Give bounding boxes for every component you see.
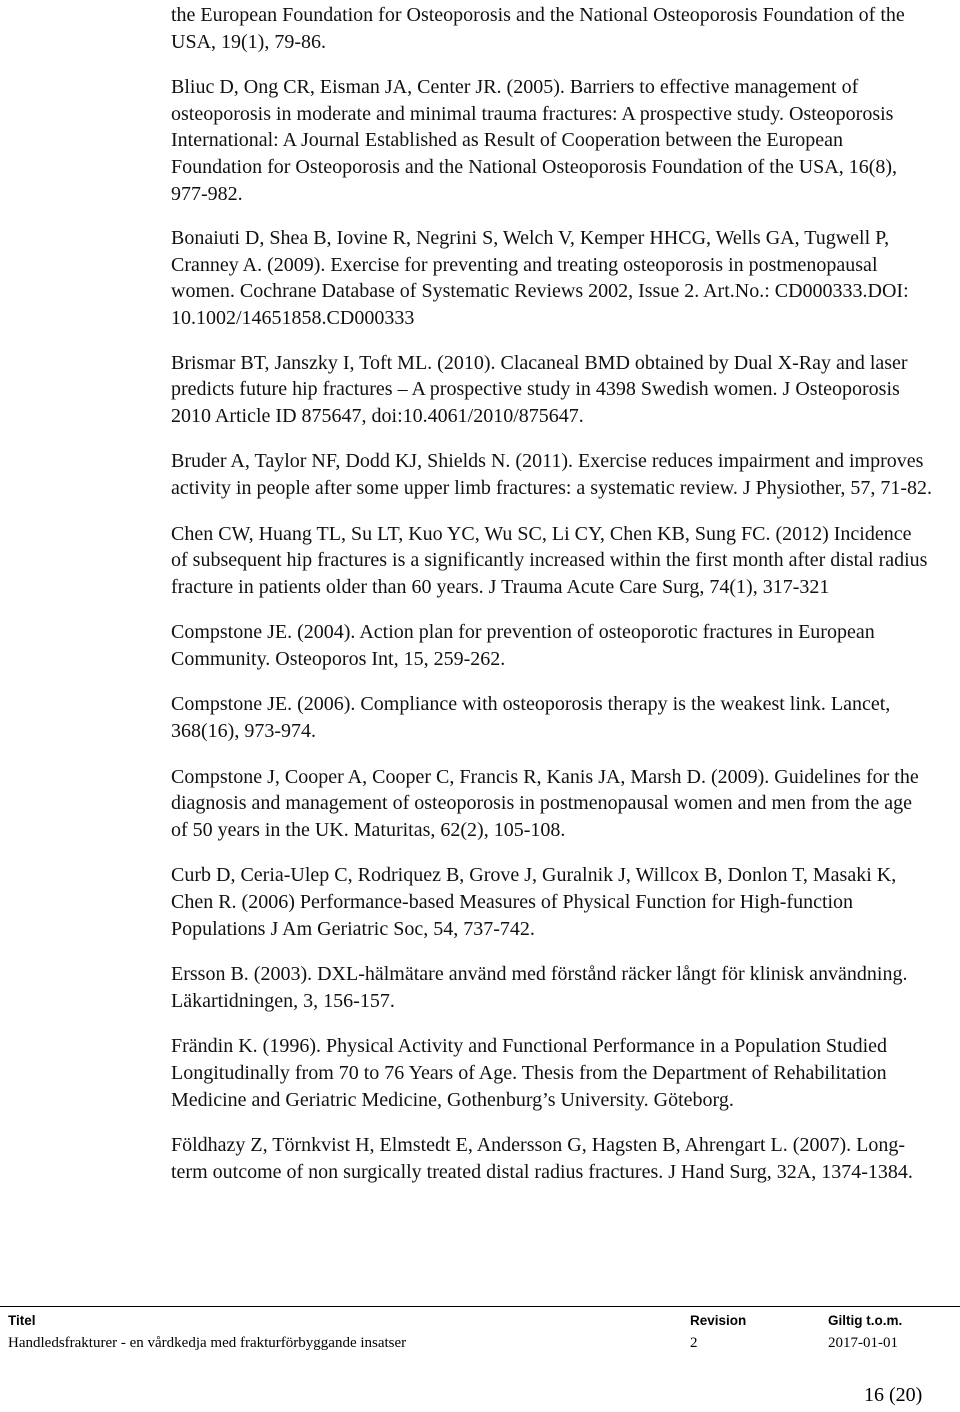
reference-item: Compstone J, Cooper A, Cooper C, Francis R, Kanis JA, Marsh D. (2009). Guidelines for the diagnosis and management of osteoporosis in postmenopausal women and men from the age of 50 years in the UK. Maturitas, 62(2), 105-108. bbox=[171, 765, 919, 841]
page-number: 16 (20) bbox=[864, 1384, 923, 1406]
reference-item: Compstone JE. (2004). Action plan for prevention of osteoporotic fractures in European Community. Osteoporos Int, 15, 259-262. bbox=[171, 621, 875, 670]
footer-valid-value: 2017-01-01 bbox=[828, 1335, 898, 1351]
reference-item: Bruder A, Taylor NF, Dodd KJ, Shields N. (2011). Exercise reduces impairment and improves activity in people after some upper limb fractures: a systematic review. J Physiother, 57, 71-82. bbox=[171, 450, 933, 499]
reference-item: Chen CW, Huang TL, Su LT, Kuo YC, Wu SC, Li CY, Chen KB, Sung FC. (2012) Incidence of subsequent hip fractures is a significantly increased within the first month after distal radius fracture in patients older than 60 years. J Trauma Acute Care Surg, 74(1), 317-321 bbox=[171, 522, 928, 598]
footer-revision-value: 2 bbox=[690, 1335, 698, 1351]
reference-item: Curb D, Ceria-Ulep C, Rodriquez B, Grove J, Guralnik J, Willcox B, Donlon T, Masaki K, Chen R. (2006) Performance-based Measures of Physical Function for High-function Populations J Am Geriatric Soc, 54, 737-742. bbox=[171, 864, 897, 940]
footer-title-value: Handledsfrakturer - en vårdkedja med frakturförbyggande insatser bbox=[8, 1335, 407, 1351]
footer-valid-label: Giltig t.o.m. bbox=[828, 1313, 903, 1328]
reference-item: Földhazy Z, Törnkvist H, Elmstedt E, Andersson G, Hagsten B, Ahrengart L. (2007). Long-term outcome of non surgically treated distal radius fractures. J Hand Surg, 32A, 1374-1384. bbox=[171, 1134, 913, 1183]
reference-item: Frändin K. (1996). Physical Activity and Functional Performance in a Population Studied Longitudinally from 70 to 76 Years of Age. Thesis from the Department of Rehabilitation Medicine and Geriatric Medicine, Gothenburg’s University. Göteborg. bbox=[171, 1035, 888, 1111]
footer-revision-label: Revision bbox=[690, 1313, 747, 1328]
reference-item: Compstone JE. (2006). Compliance with osteoporosis therapy is the weakest link. Lancet, 368(16), 973-974. bbox=[171, 693, 891, 743]
footer-title-label: Titel bbox=[8, 1313, 36, 1328]
reference-item: the European Foundation for Osteoporosis and the National Osteoporosis Foundation of the USA, 19(1), 79-86. bbox=[171, 4, 905, 53]
footer-divider bbox=[0, 1306, 960, 1307]
reference-list bbox=[171, 2, 933, 1185]
reference-item: Ersson B. (2003). DXL-hälmätare använd med förstånd räcker långt för klinisk användning. Läkartidningen, 3, 156-157. bbox=[171, 963, 908, 1012]
reference-item: Bonaiuti D, Shea B, Iovine R, Negrini S, Welch V, Kemper HHCG, Wells GA, Tugwell P, Cranney A. (2009). Exercise for preventing and treating osteoporosis in postmenopausal women. Cochrane Database of Systematic Reviews 2002, Issue 2. Art.No.: CD000333.DOI: 10.1002/14651858.CD000333 bbox=[171, 227, 909, 329]
reference-item: Brismar BT, Janszky I, Toft ML. (2010). Clacaneal BMD obtained by Dual X-Ray and laser predicts future hip fractures – A prospective study in 4398 Swedish women. J Osteoporosis 2010 Article ID 875647, doi:10.4061/2010/875647. bbox=[171, 351, 908, 427]
reference-item: Bliuc D, Ong CR, Eisman JA, Center JR. (2005). Barriers to effective management of osteoporosis in moderate and minimal trauma fractures: A prospective study. Osteoporosis International: A Journal Established as Result of Cooperation between the European Foundation for Osteoporosis and the National Osteoporosis Foundation of the USA, 16(8), 977-982. bbox=[171, 76, 898, 205]
